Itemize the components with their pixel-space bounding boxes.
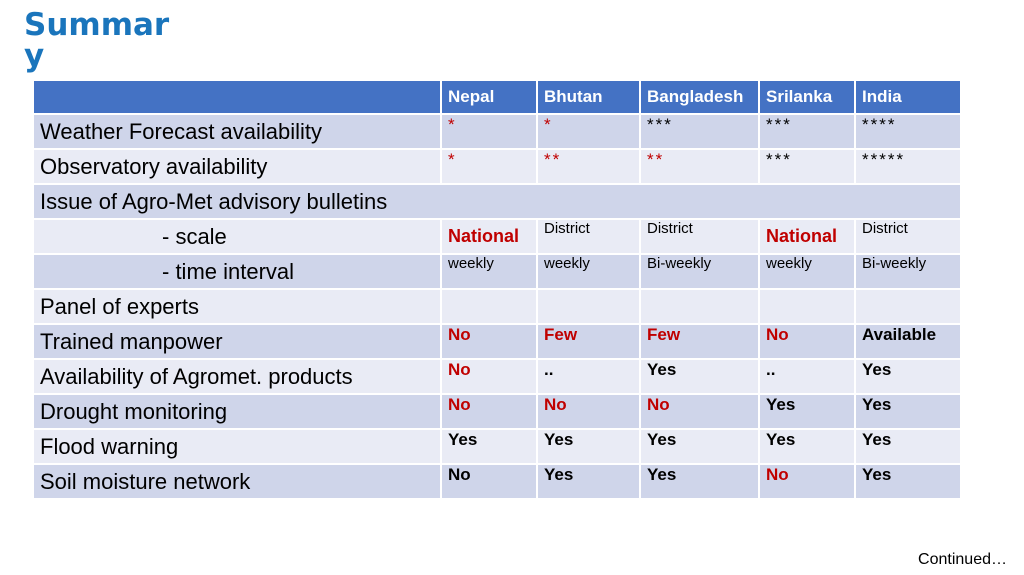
table-cell: Yes: [537, 464, 640, 499]
table-cell: weekly: [441, 254, 537, 289]
table-cell: [441, 289, 537, 324]
table-cell: weekly: [759, 254, 855, 289]
table-cell: *****: [855, 149, 961, 184]
table-cell: Yes: [441, 429, 537, 464]
table-cell: District: [640, 219, 759, 254]
table-cell: No: [441, 464, 537, 499]
table-cell: **: [537, 149, 640, 184]
table-cell: **: [640, 149, 759, 184]
table-cell: District: [537, 219, 640, 254]
column-header: Bhutan: [537, 80, 640, 114]
table-cell: Yes: [855, 464, 961, 499]
table-cell: [759, 289, 855, 324]
table-cell: ****: [855, 114, 961, 149]
row-label: Flood warning: [33, 429, 441, 464]
table-cell: Few: [537, 324, 640, 359]
table-cell: Bi-weekly: [640, 254, 759, 289]
table-cell: Yes: [640, 464, 759, 499]
table-row: [33, 254, 961, 289]
column-header: Nepal: [441, 80, 537, 114]
table-cell: weekly: [537, 254, 640, 289]
table-cell: National: [441, 219, 537, 254]
table-cell: Yes: [537, 429, 640, 464]
row-label: Panel of experts: [33, 289, 441, 324]
table-cell: No: [759, 464, 855, 499]
table-cell: Few: [640, 324, 759, 359]
table-row: [33, 114, 961, 149]
row-label: - time interval: [33, 254, 441, 289]
table-cell: No: [441, 359, 537, 394]
table-cell: [537, 289, 640, 324]
column-header: Srilanka: [759, 80, 855, 114]
table-cell: Yes: [855, 394, 961, 429]
continued-note: Continued…: [918, 551, 1007, 568]
table-cell: Available: [855, 324, 961, 359]
table-cell: Yes: [759, 394, 855, 429]
table-cell: *: [441, 114, 537, 149]
row-label: Availability of Agromet. products: [33, 359, 441, 394]
table-row: [33, 324, 961, 359]
table-cell: District: [855, 219, 961, 254]
table-cell: ..: [759, 359, 855, 394]
table-row: [33, 289, 961, 324]
row-label: Trained manpower: [33, 324, 441, 359]
row-label: Soil moisture network: [33, 464, 441, 499]
table-cell: ***: [640, 114, 759, 149]
table-cell: Yes: [640, 359, 759, 394]
table-cell: Yes: [759, 429, 855, 464]
row-label: Observatory availability: [33, 149, 441, 184]
summary-table: [32, 79, 962, 500]
table-row: [33, 359, 961, 394]
table-row: [33, 394, 961, 429]
table-cell: *: [537, 114, 640, 149]
table-cell: Yes: [640, 429, 759, 464]
table-cell: No: [441, 394, 537, 429]
table-cell: No: [640, 394, 759, 429]
table-row: [33, 149, 961, 184]
row-label: Drought monitoring: [33, 394, 441, 429]
row-label: Issue of Agro-Met advisory bulletins: [33, 184, 961, 219]
table-row: [33, 219, 961, 254]
table-header-row: [33, 80, 961, 114]
table-cell: No: [537, 394, 640, 429]
table-cell: Bi-weekly: [855, 254, 961, 289]
table-row: [33, 464, 961, 499]
page-title: Summary: [24, 7, 170, 74]
table-cell: No: [441, 324, 537, 359]
column-header: Bangladesh: [640, 80, 759, 114]
table-cell: *: [441, 149, 537, 184]
header-corner-cell: [33, 80, 441, 114]
table-cell: ***: [759, 149, 855, 184]
table-cell: Yes: [855, 429, 961, 464]
table-cell: No: [759, 324, 855, 359]
table-row: [33, 184, 961, 219]
row-label: - scale: [33, 219, 441, 254]
table-cell: ..: [537, 359, 640, 394]
table-cell: ***: [759, 114, 855, 149]
table-cell: [640, 289, 759, 324]
table-cell: [855, 289, 961, 324]
table-cell: National: [759, 219, 855, 254]
table-row: [33, 429, 961, 464]
row-label: Weather Forecast availability: [33, 114, 441, 149]
table-cell: Yes: [855, 359, 961, 394]
column-header: India: [855, 80, 961, 114]
